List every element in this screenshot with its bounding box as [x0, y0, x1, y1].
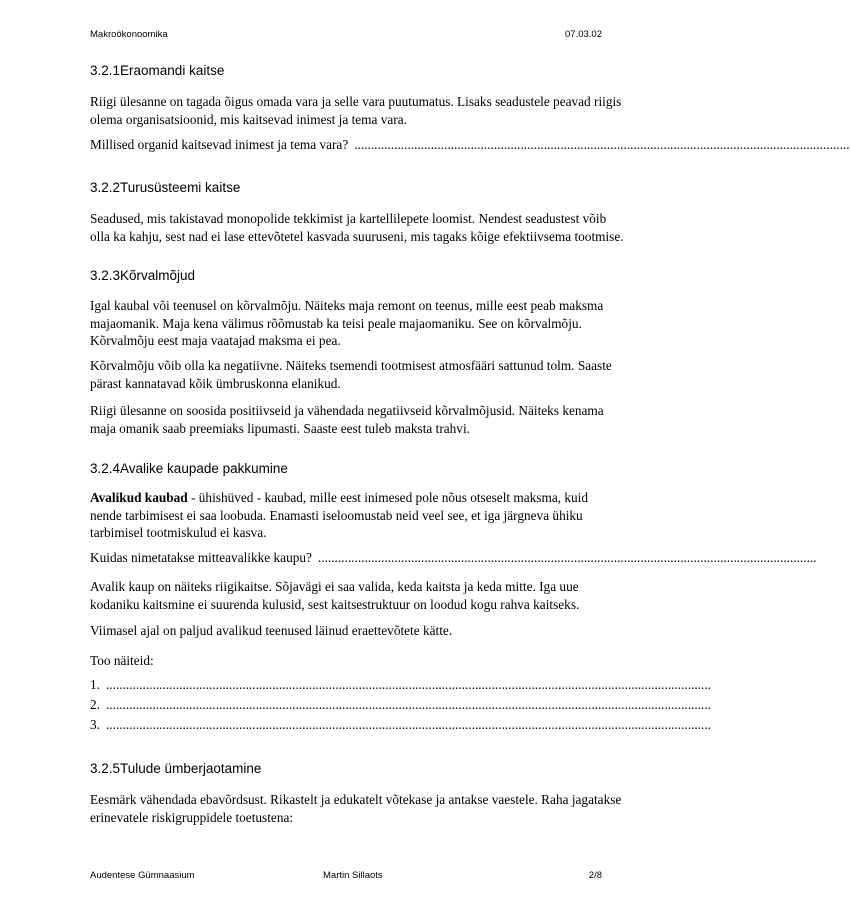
text-line: Riigi ülesanne on soosida positiivseid ja vähendada negatiivseid kõrvalmõjusid. Näiteks kenama [90, 403, 604, 418]
footer-school: Audentese Gümnaasium [90, 870, 195, 881]
text-line [90, 489, 604, 507]
paragraph [90, 489, 604, 542]
section-heading [90, 180, 240, 195]
list-number: 1. [90, 677, 100, 692]
paragraph [90, 578, 604, 613]
section-heading [90, 63, 224, 78]
paragraph [90, 357, 612, 392]
text-line: olla ka kahju, sest nad ei lase ettevõtetel kasvada suuruseni, mis tagaks kõige efektiivsema tootmise. [90, 228, 624, 244]
text-line: Riigi ülesanne on tagada õigus omada vara ja selle vara puutumatus. Lisaks seadustele peavad riigis [90, 94, 622, 109]
text-line: Seadused, mis takistavad monopolide tekkimist ja kartellilepete loomist. Nendest seadustest võib [90, 211, 607, 226]
text-line: Avalik kaup on näiteks riigikaitse. Sõjavägi ei saa valida, keda kaitsta ja keda mitte. Iga uue [90, 579, 579, 594]
section-heading [90, 761, 261, 776]
example-item-3 [90, 716, 711, 734]
paragraph [90, 622, 604, 640]
answer-blank[interactable]: ...................................................................................................................................................................................... [105, 717, 711, 732]
text-line: Viimasel ajal on paljud avalikud teenused läinud eraettevõtete kätte. [90, 623, 453, 638]
example-item-2 [90, 696, 711, 714]
text-span: - ühishüved - kaubad, mille eest inimesed pole nõus otseselt maksma, kuid [187, 490, 589, 505]
section-title: Avalike kaupade pakkumine [120, 461, 288, 476]
header-course-title: Makroökonoomika [90, 29, 168, 40]
section-title: Turusüsteemi kaitse [120, 180, 241, 195]
list-number: 2. [90, 697, 100, 712]
section-number: 3.2.5 [90, 761, 121, 776]
section-heading [90, 268, 195, 283]
paragraph [90, 93, 622, 128]
question-text: Millised organid kaitsevad inimest ja tema vara? [90, 137, 349, 152]
example-item-1 [90, 676, 711, 694]
section-number: 3.2.3 [90, 268, 121, 283]
paragraph [90, 297, 604, 350]
text-line: olema organisatsioonid, mis kaitsevad inimest ja tema vara. [90, 111, 407, 127]
section-heading [90, 461, 288, 476]
footer-page-number: 2/8 [588, 870, 602, 881]
question-line [90, 136, 850, 154]
text-line: Kõrvalmõju eest maja vaatajad maksma ei pea. [90, 333, 341, 348]
section-title: Kõrvalmõjud [120, 268, 196, 283]
examples-label: Too näiteid: [90, 653, 154, 668]
question-text: Kuidas nimetatakse mitteavalikke kaupu? [90, 550, 312, 565]
section-title: Eraomandi kaitse [120, 63, 225, 78]
paragraph [90, 402, 604, 437]
text-line: Kõrvalmõju võib olla ka negatiivne. Näiteks tsemendi tootmisest atmosfääri sattunud tolm. Saaste [90, 358, 612, 373]
text-line: tarbimisel tootmiskulud ei kasva. [90, 525, 267, 540]
bold-term: Avalikud kaubad [90, 490, 188, 505]
footer-author: Martin Sillaots [323, 870, 383, 881]
text-line: majaomanik. Maja kena välimus rõõmustab ka teisi peale majaomaniku. See on kõrvalmõju. [90, 315, 582, 331]
answer-blank[interactable]: ...................................................................................................................................................... [317, 550, 817, 565]
section-number: 3.2.2 [90, 180, 121, 195]
section-number: 3.2.1 [90, 63, 121, 78]
header-date: 07.03.02 [565, 29, 602, 40]
answer-blank[interactable]: ...................................................................................................................................................................................... [105, 677, 711, 692]
answer-blank[interactable]: ..................................................................................................................................................... [354, 137, 850, 152]
answer-blank[interactable]: ...................................................................................................................................................................................... [105, 697, 711, 712]
question-line [90, 549, 817, 567]
text-line: Eesmärk vähendada ebavõrdsust. Rikastelt ja edukatelt võtekase ja antakse vaestele. Raha jagatakse [90, 792, 622, 807]
section-number: 3.2.4 [90, 461, 121, 476]
text-line: erinevatele riskigruppidele toetustena: [90, 809, 294, 825]
text-line: maja omanik saab preemiaks lipumasti. Saaste eest tuleb maksta trahvi. [90, 420, 470, 436]
text-line: kodaniku kaitsmine ei suurenda kulusid, sest kaitsestruktuur on loodud kogu rahva kaitseks. [90, 596, 580, 612]
paragraph [90, 210, 624, 245]
section-title: Tulude ümberjaotamine [120, 761, 262, 776]
text-line: pärast kannatavad kõik ümbruskonna elanikud. [90, 375, 341, 391]
paragraph [90, 791, 622, 826]
text-line: Igal kaubal või teenusel on kõrvalmõju. Näiteks maja remont on teenus, mille eest peab maksma [90, 298, 604, 313]
text-line: nende tarbimisest ei saa loobuda. Enamasti iseloomustab neid veel see, et iga järgneva ühiku [90, 507, 583, 523]
list-number: 3. [90, 717, 100, 732]
